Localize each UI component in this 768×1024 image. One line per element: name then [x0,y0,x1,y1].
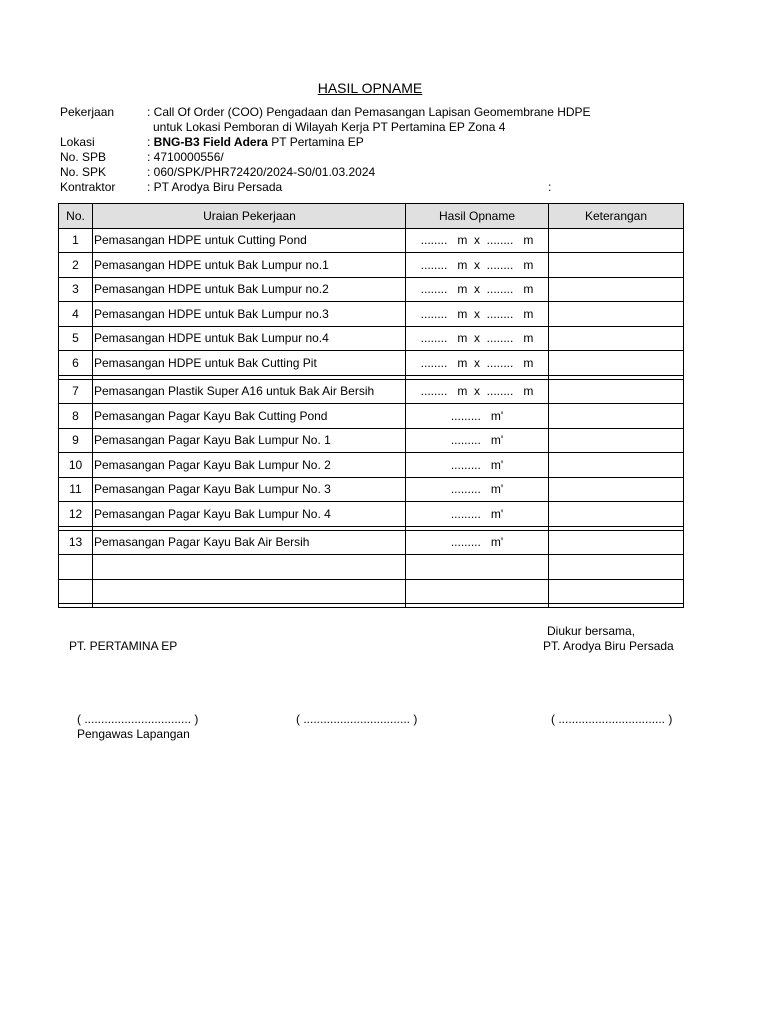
row-number: 3 [59,277,93,302]
row-result-cell [406,302,549,327]
row-description: Pemasangan Pagar Kayu Bak Lumpur No. 4 [93,502,406,527]
kontraktor-value: : PT Arodya Biru Persada [147,180,283,194]
spacer-cell [406,604,549,608]
empty-cell [406,579,549,604]
row-result: ......... m' [450,482,504,497]
table-row [59,302,684,327]
row-keterangan [549,453,684,478]
row-result: ......... m' [450,457,504,472]
row-result: ......... m' [450,535,504,550]
row-result: ......... m' [450,433,504,448]
header-uraian: Uraian Pekerjaan [93,204,406,229]
row-number: 10 [59,453,93,478]
row-description: Pemasangan Pagar Kayu Bak Lumpur No. 3 [93,477,406,502]
lokasi-label: Lokasi [60,135,95,149]
table-row [59,477,684,502]
row-result-cell [406,277,549,302]
row-description: Pemasangan HDPE untuk Bak Lumpur no.3 [93,302,406,327]
row-result-cell [406,326,549,351]
row-result: ........ m x ........ m [420,233,534,248]
signature-blank-right: ( ................................ ) [551,712,673,726]
header-keterangan: Keterangan [549,204,684,229]
row-description: Pemasangan Plastik Super A16 untuk Bak Air Bersih [93,379,406,404]
row-result: ......... m' [450,506,504,521]
row-result: ........ m x ........ m [420,257,534,272]
empty-cell [93,555,406,580]
row-result: ........ m x ........ m [420,384,534,399]
row-keterangan [549,326,684,351]
row-result-cell [406,404,549,429]
empty-cell [549,555,684,580]
table-spacer-row [59,604,684,608]
row-number: 12 [59,502,93,527]
table-row [59,453,684,478]
spb-value: : 4710000556/ [147,150,224,164]
row-description: Pemasangan Pagar Kayu Bak Cutting Pond [93,404,406,429]
row-number: 2 [59,253,93,278]
table-row [59,326,684,351]
row-number: 4 [59,302,93,327]
lokasi-prefix: : [147,135,154,149]
row-number: 5 [59,326,93,351]
empty-cell [59,579,93,604]
spk-label: No. SPK [60,165,107,179]
row-description: Pemasangan HDPE untuk Bak Cutting Pit [93,351,406,376]
empty-cell [93,579,406,604]
row-description: Pemasangan HDPE untuk Cutting Pond [93,228,406,253]
table-row [59,428,684,453]
row-description: Pemasangan Pagar Kayu Bak Air Bersih [93,530,406,555]
row-result: ........ m x ........ m [420,282,534,297]
row-result-cell [406,228,549,253]
table-row [59,277,684,302]
row-result: ........ m x ........ m [420,306,534,321]
pekerjaan-value-line2: untuk Lokasi Pemboran di Wilayah Kerja PT Pertamina EP Zona 4 [153,120,506,134]
header-no: No. [59,204,93,229]
kontraktor-trailing-colon: : [548,180,552,194]
spb-label: No. SPB [60,150,107,164]
row-description: Pemasangan Pagar Kayu Bak Lumpur No. 1 [93,428,406,453]
table-row [59,530,684,555]
row-result-cell [406,253,549,278]
row-keterangan [549,253,684,278]
row-result-cell [406,502,549,527]
right-company: PT. Arodya Biru Persada [543,639,674,653]
header-hasil: Hasil Opname [406,204,549,229]
table-row [59,502,684,527]
row-description: Pemasangan HDPE untuk Bak Lumpur no.1 [93,253,406,278]
opname-table [58,203,684,608]
pekerjaan-value-line1: : Call Of Order (COO) Pengadaan dan Pemasangan Lapisan Geomembrane HDPE [147,105,591,119]
pengawas-lapangan: Pengawas Lapangan [77,727,190,741]
row-keterangan [549,428,684,453]
diukur-bersama: Diukur bersama, [547,624,636,638]
signature-blank-left: ( ................................ ) [77,712,199,726]
empty-cell [59,555,93,580]
row-result: ......... m' [450,408,504,423]
row-keterangan [549,530,684,555]
table-row-empty [59,579,684,604]
table-row [59,253,684,278]
spk-value: : 060/SPK/PHR72420/2024-S0/01.03.2024 [147,165,376,179]
table-row [59,379,684,404]
empty-cell [406,555,549,580]
row-result: ........ m x ........ m [420,355,534,370]
table-row-empty [59,555,684,580]
row-result-cell [406,379,549,404]
pekerjaan-label: Pekerjaan [60,105,115,119]
signature-blank-middle: ( ................................ ) [296,712,418,726]
spacer-cell [93,604,406,608]
table-row [59,228,684,253]
row-keterangan [549,404,684,429]
row-description: Pemasangan HDPE untuk Bak Lumpur no.2 [93,277,406,302]
row-keterangan [549,228,684,253]
lokasi-value [147,135,364,150]
row-description: Pemasangan HDPE untuk Bak Lumpur no.4 [93,326,406,351]
row-result: ........ m x ........ m [420,331,534,346]
table-row [59,404,684,429]
row-number: 6 [59,351,93,376]
left-company: PT. PERTAMINA EP [69,639,178,653]
row-number: 9 [59,428,93,453]
lokasi-rest: PT Pertamina EP [267,135,364,149]
row-number: 1 [59,228,93,253]
row-number: 13 [59,530,93,555]
empty-cell [549,579,684,604]
row-result-cell [406,530,549,555]
table-row [59,351,684,376]
table-header-row [59,204,684,229]
table-body [59,228,684,608]
row-keterangan [549,502,684,527]
row-number: 7 [59,379,93,404]
row-number: 8 [59,404,93,429]
row-keterangan [549,379,684,404]
row-result-cell [406,453,549,478]
row-result-cell [406,351,549,376]
row-keterangan [549,277,684,302]
row-description: Pemasangan Pagar Kayu Bak Lumpur No. 2 [93,453,406,478]
row-number: 11 [59,477,93,502]
document-title: HASIL OPNAME [317,80,423,96]
row-result-cell [406,428,549,453]
row-result-cell [406,477,549,502]
spacer-cell [59,604,93,608]
spacer-cell [549,604,684,608]
lokasi-bold: BNG-B3 Field Adera [153,135,268,149]
row-keterangan [549,302,684,327]
kontraktor-label: Kontraktor [60,180,116,194]
row-keterangan [549,351,684,376]
row-keterangan [549,477,684,502]
